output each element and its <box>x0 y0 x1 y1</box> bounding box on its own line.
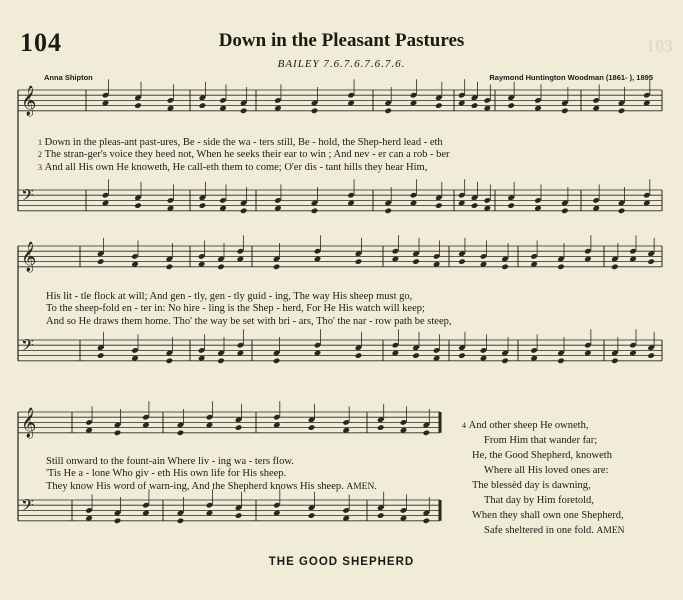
notehead <box>235 512 243 519</box>
notehead <box>384 108 392 115</box>
system-3-lyrics <box>46 456 377 493</box>
notehead <box>217 358 225 365</box>
notehead <box>114 518 122 525</box>
stanza-line: Where all His loved ones are: <box>484 465 609 476</box>
lyric-line: 3 And all His own He knoweth, He call-eth them to come; O'er dis - tant hills they hear Him, <box>38 161 428 173</box>
notehead <box>240 208 248 215</box>
stanza-line: Safe sheltered in one fold. AMEN <box>484 525 625 536</box>
notehead <box>618 208 626 215</box>
notehead <box>311 208 319 215</box>
stanza-number: 4 <box>462 421 466 430</box>
lyric-line: His lit - tle flock at will; And gen - tly, gen - tly guid - ing, The way His sheep must go, <box>46 291 413 302</box>
notehead <box>557 264 565 271</box>
notehead <box>217 264 225 271</box>
notehead <box>561 208 569 215</box>
notehead <box>471 102 479 109</box>
notehead <box>166 264 174 271</box>
notehead <box>507 202 515 209</box>
stanza-line: From Him that wander far; <box>484 435 598 446</box>
notehead <box>308 512 316 519</box>
lyric-line: And so He draws them home. Tho' the way be set with bri - ars, Tho' the nar - row path be steep, <box>46 315 452 327</box>
notehead <box>647 352 655 359</box>
lyric-line: They know His word of warn-ing, And the Shepherd knows His sheep. AMEN. <box>46 480 377 492</box>
notehead <box>308 424 316 431</box>
treble-clef-icon: 𝄞 <box>21 242 37 272</box>
lyric-line: To the sheep-fold en - ter in: No hire - ling is the Shep - herd, For He His watch will keep; <box>46 303 425 315</box>
notehead <box>435 102 443 109</box>
section-heading: THE GOOD SHEPHERD <box>268 556 415 568</box>
lyric-line: Still onward to the fount-ain Where liv - ing wa - ters flow. <box>46 456 294 467</box>
notehead <box>377 512 385 519</box>
notehead <box>97 352 105 359</box>
stanza-line: 4 And other sheep He owneth, <box>462 420 589 431</box>
notehead <box>412 352 420 359</box>
lyric-line: 'Tis He a - lone Who giv - eth His own life for His sheep. <box>46 468 287 480</box>
notehead <box>273 358 281 365</box>
notehead <box>501 264 509 271</box>
notehead <box>177 430 185 437</box>
notehead <box>235 424 243 431</box>
notehead <box>412 258 420 265</box>
tune-name: BAILEY 7.6.7.6.7.6.7.6. <box>277 58 406 70</box>
bass-clef-icon: 𝄢 <box>21 335 34 359</box>
notehead <box>611 358 619 365</box>
notehead <box>355 258 363 265</box>
notehead <box>458 352 466 359</box>
stanza-4 <box>462 418 625 539</box>
notehead <box>471 202 479 209</box>
author-credit: Anna Shipton <box>44 73 93 82</box>
notehead <box>507 102 515 109</box>
notehead <box>199 102 207 109</box>
stanza-line: The blessèd day is dawning, <box>472 480 591 491</box>
bass-clef-icon: 𝄢 <box>21 185 34 209</box>
notehead <box>177 518 185 525</box>
treble-clef-icon: 𝄞 <box>21 86 37 116</box>
notehead <box>311 108 319 115</box>
notehead <box>355 352 363 359</box>
notehead <box>557 358 565 365</box>
notehead <box>423 430 431 437</box>
lyric-line: 1 Down in the pleas-ant past-ures, Be - side the wa - ters still, Be - hold, the Shep-herd lead - eth <box>38 137 443 148</box>
notehead <box>501 358 509 365</box>
amen-label: AMEN <box>596 526 625 536</box>
notehead <box>240 108 248 115</box>
system-1-lyrics <box>38 137 450 174</box>
system-2-lyrics <box>46 291 452 328</box>
notehead <box>423 518 431 525</box>
notehead <box>647 258 655 265</box>
stanza-line: That day by Him foretold, <box>484 495 594 506</box>
notehead <box>458 258 466 265</box>
composer-credit: Raymond Huntington Woodman (1861- ), 1895 <box>489 73 653 82</box>
notehead <box>199 202 207 209</box>
treble-clef-icon: 𝄞 <box>21 408 37 438</box>
notehead <box>611 264 619 271</box>
notehead <box>97 258 105 265</box>
bass-clef-icon: 𝄢 <box>21 495 34 519</box>
notehead <box>561 108 569 115</box>
hymn-number: 104 <box>20 28 62 57</box>
lyric-line: 2 The stran-ger's voice they heed not, When he seeks their ear to win ; And nev - er can a rob - ber <box>38 149 450 161</box>
bleed-through-number: 103 <box>646 36 673 56</box>
stanza-line: He, the Good Shepherd, knoweth <box>472 450 612 461</box>
notehead <box>114 430 122 437</box>
notehead <box>618 108 626 115</box>
stanza-line: When they shall own one Shepherd, <box>472 510 624 521</box>
notehead <box>384 208 392 215</box>
notehead <box>166 358 174 365</box>
amen-label: AMEN. <box>346 481 377 492</box>
notehead <box>377 424 385 431</box>
hymn-title: Down in the Pleasant Pastures <box>218 30 465 51</box>
notehead <box>273 264 281 271</box>
notehead <box>435 202 443 209</box>
notehead <box>134 202 142 209</box>
notehead <box>134 102 142 109</box>
